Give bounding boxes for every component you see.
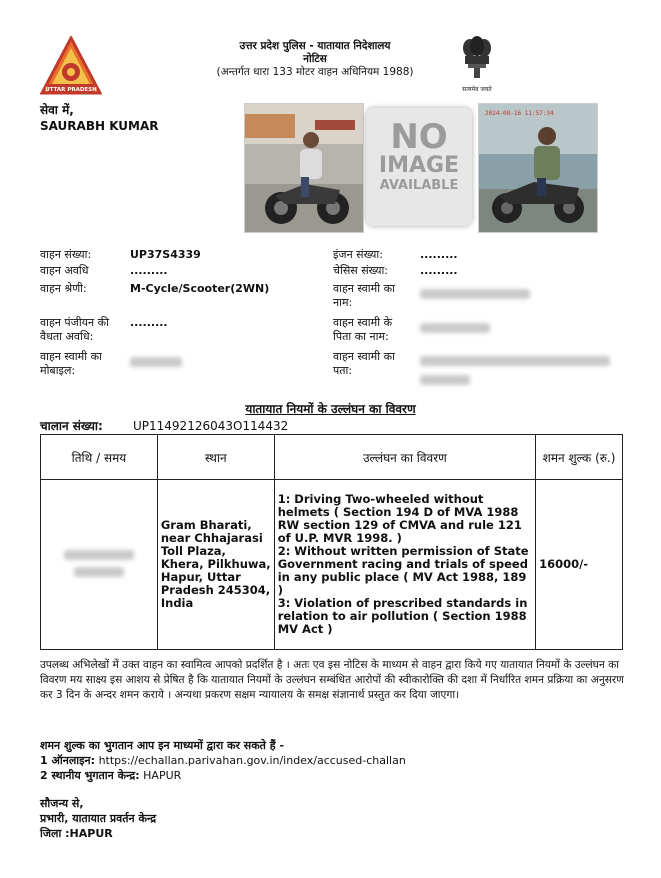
address-label-line1: वाहन स्वामी का [333, 350, 395, 363]
owner-name-redacted [420, 284, 530, 303]
period-value: ......... [130, 264, 168, 277]
evidence-photo-left [244, 103, 364, 233]
challan-number: UP11492126043O114432 [133, 419, 289, 433]
violation-section-title: यातायात नियमों के उल्लंघन का विवरण [245, 402, 416, 416]
violation-location: Gram Bharati, near Chhajarasi Toll Plaza, Khera, Pilkhuwa, Hapur, Uttar Pradesh 245304, India [157, 480, 274, 650]
chassis-value: ......... [420, 264, 458, 277]
col-header-location: स्थान [157, 435, 274, 480]
recipient-block [40, 102, 159, 134]
class-value: M-Cycle/Scooter(2WN) [130, 282, 270, 295]
up-police-logo [40, 36, 102, 96]
table-header-row [41, 435, 623, 480]
local-value: HAPUR [143, 769, 182, 782]
validity-label-line2: वैधता अवधि: [40, 330, 94, 343]
payment-local-row [40, 768, 406, 783]
col-header-datetime: तिथि / समय [41, 435, 158, 480]
violation-item: 2: Without written permission of State Government racing and trials of speed in any public place ( MV Act 1988, 189 ) [277, 544, 529, 597]
local-label: 2 स्थानीय भुगतान केन्द्र: [40, 769, 140, 782]
validity-label [40, 316, 109, 344]
reg-value: UP37S4339 [130, 248, 201, 261]
footer-signature [40, 796, 156, 841]
col-header-fine: शमन शुल्क (रु.) [536, 435, 623, 480]
owner-label-line2: नाम: [333, 296, 353, 309]
address-label [333, 350, 395, 378]
father-name-label [333, 316, 392, 344]
mobile-label-line1: वाहन स्वामी का [40, 350, 102, 363]
mobile-label [40, 350, 102, 378]
logo-text: UTTAR PRADESH [45, 87, 97, 93]
address-redacted [420, 351, 610, 389]
recipient-greeting: सेवा में, [40, 103, 74, 117]
col-header-details: उल्लंघन का विवरण [274, 435, 535, 480]
chassis-label: चेसिस संख्या: [333, 264, 389, 277]
challan-label: चालान संख्या: [40, 419, 103, 433]
online-payment-link[interactable]: https://echallan.parivahan.gov.in/index/accused-challan [98, 754, 406, 767]
father-label-line2: पिता का नाम: [333, 330, 389, 343]
header-line1: उत्तर प्रदेश पुलिस - यातायात निदेशालय [239, 40, 391, 52]
photo-timestamp: 2024-08-16 11:57:34 [485, 110, 554, 117]
class-label: वाहन श्रेणी: [40, 282, 87, 295]
violation-details [274, 480, 535, 650]
emblem-caption: सत्यमेव जयते [462, 86, 492, 93]
no-image-placeholder [366, 108, 472, 226]
placeholder-line3: AVAILABLE [379, 178, 459, 193]
online-label: 1 ऑनलाइन: [40, 754, 96, 767]
validity-label-line1: वाहन पंजीयन की [40, 316, 109, 329]
validity-value: ......... [130, 316, 168, 329]
owner-name-label [333, 282, 395, 310]
violation-item: 1: Driving Two-wheeled without helmets ( Section 194 D of MVA 1988 RW section 129 of CMVA and rule 121 of U.P. MVR 1998. ) [277, 492, 522, 545]
header-line2: नोटिस [303, 53, 327, 65]
mobile-value-redacted [130, 352, 182, 371]
footer-line1: सौजन्य से, [40, 797, 84, 810]
payment-online-row [40, 753, 406, 768]
father-label-line1: वाहन स्वामी के [333, 316, 393, 329]
payment-block [40, 738, 406, 783]
datetime-redacted [41, 480, 158, 650]
table-row [41, 480, 623, 650]
notice-header [150, 40, 480, 79]
recipient-name: SAURABH KUMAR [40, 119, 159, 133]
notice-paragraph: उपलब्ध अभिलेखों में उक्त वाहन का स्वामित्व आपको प्रदर्शित है । अतः एव इस नोटिस के माध्यम से वाहन द्वारा किये गए यातायात नियमों के उल्लंघन का विवरण मय साक्ष्य इस आशय से प्रेषित है कि यातायात नियमों के उल्लंघन सम्बंधित आरोपों की स्वीकारोक्ति की दशा में निर्धारित शमन प्रक्रिया का अनुसरण कर 3 दिन के अन्दर शमन कराये । अन्यथा प्रकरण सक्षम न्यायालय के समक्ष संज्ञानार्थ प्रस्तुत कर दिया जाएगा। [40, 659, 624, 701]
violation-item: 3: Violation of prescribed standards in relation to air pollution ( Section 1988 MV Act ) [277, 596, 528, 636]
evidence-photo-right [478, 103, 598, 233]
placeholder-line1: NO [390, 117, 448, 157]
placeholder-line2: IMAGE [378, 153, 460, 178]
engine-value: ......... [420, 248, 458, 261]
challan-row [40, 417, 288, 434]
mobile-label-line2: मोबाइल: [40, 364, 76, 377]
engine-label: इंजन संख्या: [333, 248, 383, 261]
footer-line2: प्रभारी, यातायात प्रवर्तन केन्द्र [40, 812, 157, 825]
period-label: वाहन अवधि [40, 264, 89, 277]
violation-table [40, 434, 623, 650]
owner-label-line1: वाहन स्वामी का [333, 282, 395, 295]
header-line3: (अन्तर्गत धारा 133 मोटर वाहन अधिनियम 1988) [216, 66, 414, 78]
reg-label: वाहन संख्या: [40, 248, 92, 261]
footer-line3: जिला :HAPUR [40, 827, 113, 840]
fine-amount: 16000/- [536, 480, 623, 650]
address-label-line2: पता: [333, 364, 353, 377]
payment-heading: शमन शुल्क का भुगतान आप इन माध्यमों द्वारा कर सकते हैं - [40, 739, 285, 752]
father-name-redacted [420, 318, 490, 337]
national-emblem [456, 34, 498, 92]
